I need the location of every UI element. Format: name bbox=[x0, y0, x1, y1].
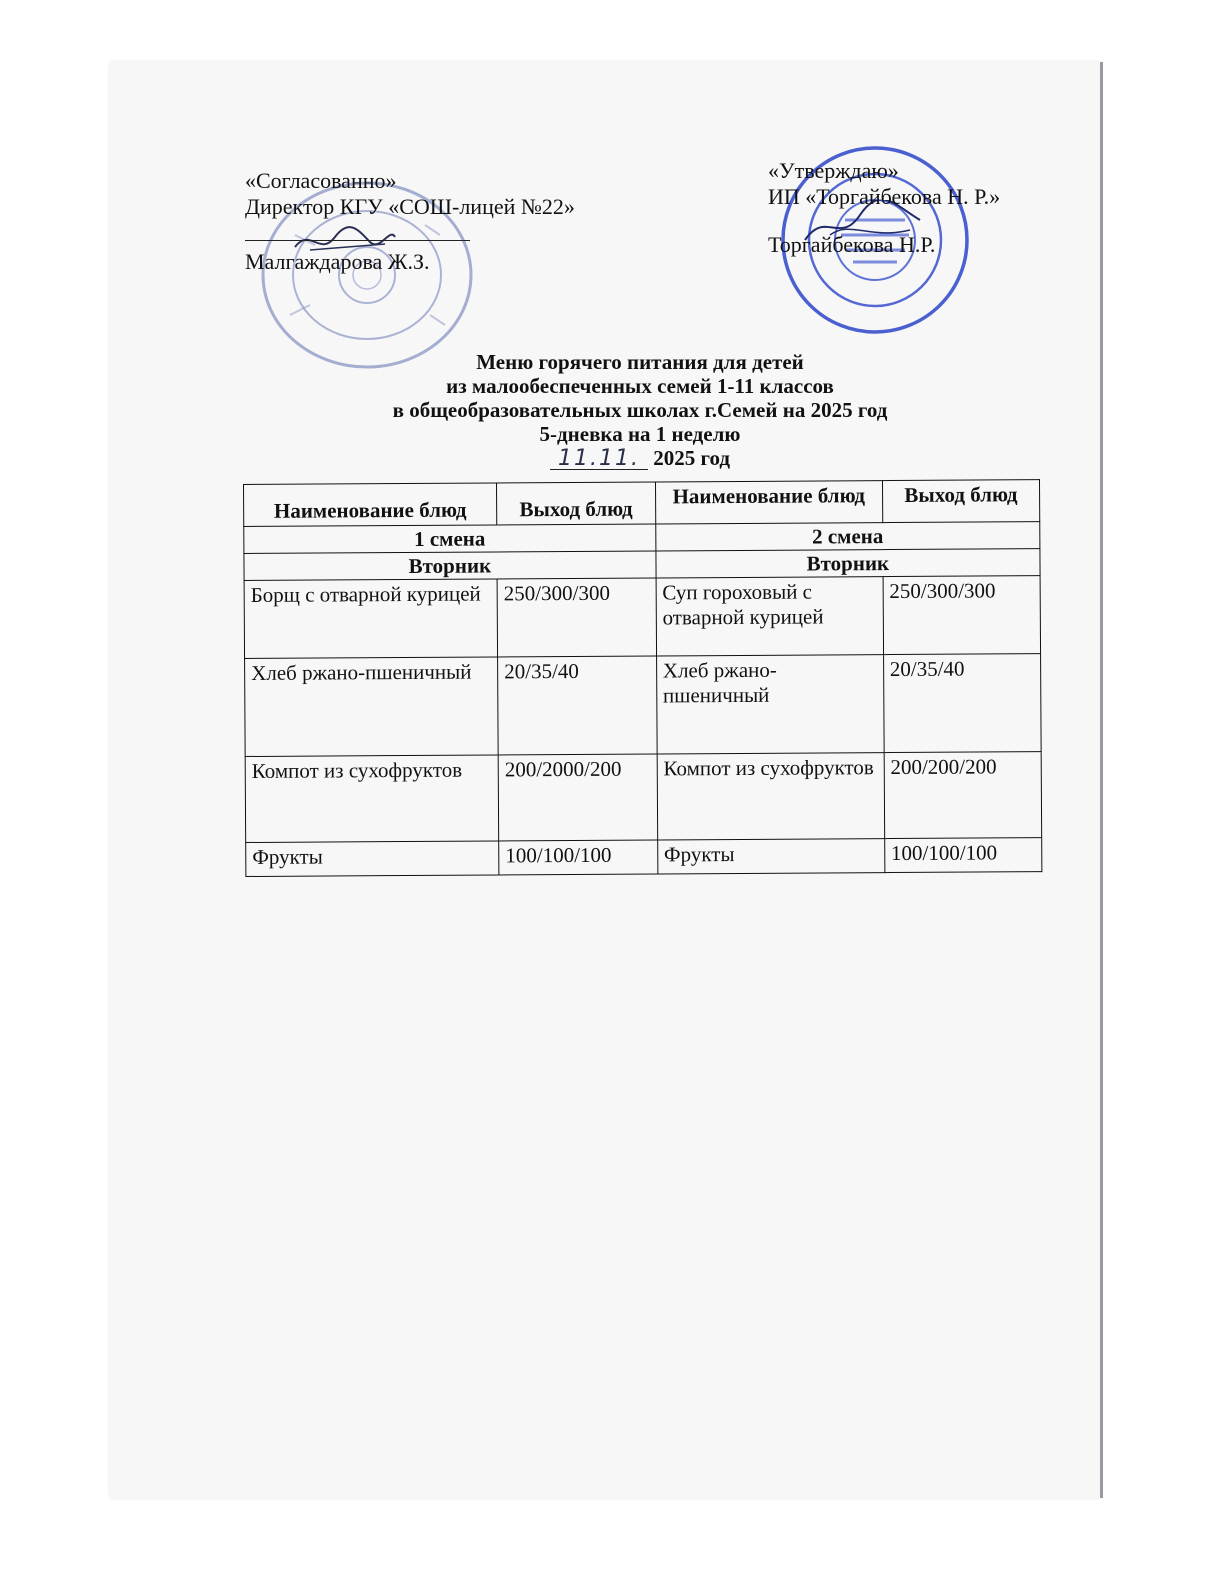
shift-1: 1 смена bbox=[244, 524, 656, 554]
signature-line bbox=[245, 220, 470, 241]
approval-left bbox=[245, 168, 665, 275]
menu-table bbox=[243, 479, 1042, 877]
table-row bbox=[246, 838, 1042, 877]
title-line-2: из малообеспеченных семей 1-11 классов bbox=[446, 374, 834, 398]
handwritten-date: 11.11. bbox=[550, 449, 648, 470]
output-cell: 20/35/40 bbox=[498, 656, 657, 755]
dish-cell: Фрукты bbox=[246, 841, 499, 877]
header-dish-2: Наименование блюд bbox=[655, 481, 882, 524]
approval-right-position: ИП «Торгайбекова Н. Р.» bbox=[768, 184, 1001, 209]
dish-cell: Компот из сухофруктов bbox=[657, 753, 884, 840]
title-line-1: Меню горячего питания для детей bbox=[476, 350, 804, 374]
table-row bbox=[245, 752, 1042, 843]
approval-right-heading: «Утверждаю» bbox=[768, 158, 899, 183]
header-output-2: Выход блюд bbox=[882, 480, 1040, 523]
output-cell: 20/35/40 bbox=[883, 654, 1041, 753]
output-cell: 200/200/200 bbox=[884, 752, 1042, 839]
approval-right bbox=[768, 158, 1088, 258]
title-date-line bbox=[250, 446, 1030, 470]
dish-cell: Компот из сухофруктов bbox=[245, 755, 499, 843]
output-cell: 250/300/300 bbox=[497, 578, 656, 657]
output-cell: 100/100/100 bbox=[499, 840, 658, 875]
output-cell: 200/2000/200 bbox=[498, 754, 657, 841]
title-year: 2025 год bbox=[653, 446, 731, 470]
dish-cell: Хлеб ржано-пшеничный bbox=[245, 657, 499, 757]
approval-left-heading: «Согласованно» bbox=[245, 168, 397, 193]
title-line-4: 5-дневка на 1 неделю bbox=[539, 422, 741, 446]
approval-right-name: Торгайбекова Н.Р. bbox=[768, 232, 936, 257]
table-row bbox=[245, 654, 1042, 757]
header-dish-1: Наименование блюд bbox=[244, 483, 497, 527]
approval-left-position: Директор КГУ «СОШ-лицей №22» bbox=[245, 194, 575, 219]
title-line-3: в общеобразовательных школах г.Семей на 2025 год bbox=[392, 398, 888, 422]
document-title bbox=[250, 350, 1030, 470]
table-header-row bbox=[244, 480, 1040, 527]
dish-cell: Суп гороховый с отварной курицей bbox=[656, 577, 883, 656]
header-output-1: Выход блюд bbox=[497, 482, 656, 525]
day-1: Вторник bbox=[244, 551, 656, 581]
dish-cell: Борщ с отварной курицей bbox=[244, 579, 498, 659]
approval-left-name: Малгаждарова Ж.З. bbox=[245, 249, 430, 274]
table-row bbox=[244, 576, 1040, 659]
dish-cell: Хлеб ржано-пшеничный bbox=[656, 655, 884, 754]
dish-cell: Фрукты bbox=[657, 839, 884, 874]
shift-2: 2 смена bbox=[655, 522, 1039, 551]
output-cell: 250/300/300 bbox=[883, 576, 1041, 655]
day-2: Вторник bbox=[656, 549, 1040, 578]
output-cell: 100/100/100 bbox=[884, 838, 1042, 873]
